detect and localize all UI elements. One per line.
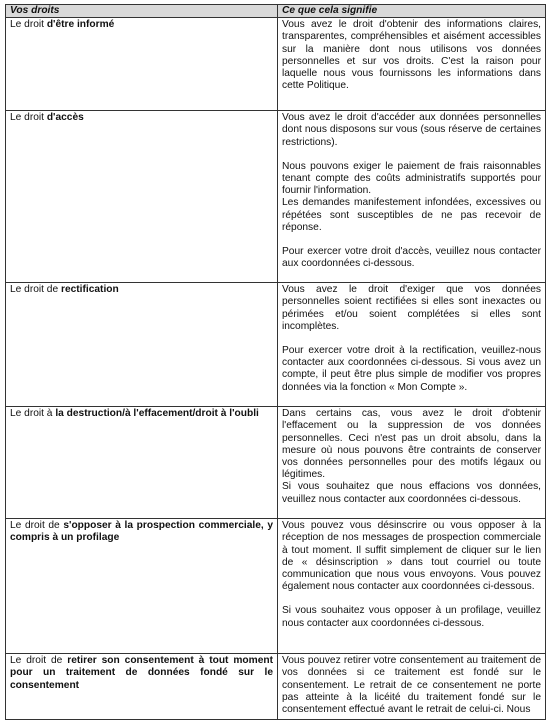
right-name: d'être informé — [46, 19, 115, 31]
right-cell — [6, 18, 278, 111]
meaning-paragraph: Vous avez le droit d'accéder aux données personnelles dont nous disposons sur vous (sous réserve de certaines restrictions). — [282, 112, 541, 148]
meaning-paragraph: Dans certains cas, vous avez le droit d'obtenir l'effacement ou la suppression de vos données personnelles. Ceci n'est pas un droit absolu, dans la mesure où nous pouvons être contraints de conserver vos données personnelles pour des motifs légaux ou légitimes. — [282, 408, 541, 481]
meaning-paragraph: Vous avez le droit d'obtenir des informations claires, transparentes, compréhensibles et aisément accessibles sur la manière dont nous utilisons vos données personnelles et sur vos droits. C'est la raison pour laquelle nous vous fournissons les informations dans cette Politique. — [282, 19, 541, 92]
right-name: la destruction/à l'effacement/droit à l'oubli — [55, 408, 259, 420]
table-row — [6, 519, 546, 654]
meaning-paragraph: Pour exercer votre droit d'accès, veuillez nous contacter aux coordonnées ci-dessous. — [282, 246, 541, 270]
right-cell — [6, 283, 278, 407]
right-name: retirer son consentement à tout moment pour un traitement de données fondé sur le consentement — [10, 655, 273, 691]
right-cell — [6, 519, 278, 654]
table-row — [6, 111, 546, 283]
table-row — [6, 18, 546, 111]
table-row — [6, 407, 546, 519]
rights-table — [5, 4, 546, 720]
right-cell — [6, 111, 278, 283]
right-cell — [6, 407, 278, 519]
right-cell — [6, 654, 278, 720]
meaning-paragraph: Les demandes manifestement infondées, excessives ou répétées sont susceptibles de ne pas recevoir de réponse. — [282, 197, 541, 233]
right-prefix: Le droit — [10, 112, 47, 124]
meaning-paragraph: Nous pouvons exiger le paiement de frais raisonnables tenant compte des coûts administratifs supportés pour fournir l'information. — [282, 160, 541, 197]
meaning-cell — [278, 519, 546, 654]
meaning-paragraph: Si vous souhaitez vous opposer à un profilage, veuillez nous contacter aux coordonnées ci-dessous. — [282, 605, 541, 629]
right-name: d'accès — [46, 112, 84, 124]
right-prefix: Le droit de — [10, 520, 64, 532]
meaning-paragraph: Vous pouvez retirer votre consentement au traitement de vos données si ce traitement est fondé sur le consentement. Le retrait de ce consentement ne porte pas atteinte à la licéité du traitement fondé sur le consentement effectué avant le retrait de celui-ci. Nous — [282, 655, 541, 716]
right-prefix: Le droit à — [10, 408, 56, 420]
right-name: rectification — [60, 284, 119, 296]
right-prefix: Le droit — [10, 19, 47, 31]
meaning-cell — [278, 18, 546, 111]
table-row — [6, 283, 546, 407]
header-meaning: Ce que cela signifie — [278, 5, 546, 18]
meaning-paragraph: Vous avez le droit d'exiger que vos données personnelles soient rectifiées si elles sont inexactes ou périmées et/ou soient complétées si elles sont incomplètes. — [282, 284, 541, 332]
table-header-row — [6, 5, 546, 18]
meaning-cell — [278, 111, 546, 283]
meaning-paragraph: Vous pouvez vous désinscrire ou vous opposer à la réception de nos messages de prospection commerciale à tout moment. Il suffit simplement de cliquer sur le lien de « désinscription » dans tout courriel ou toute communication que nous vous envoyons. Vous pouvez également nous contacter aux coordonnées ci-dessous. — [282, 520, 541, 593]
right-prefix: Le droit de — [10, 284, 61, 296]
meaning-cell — [278, 407, 546, 519]
right-name: s'opposer à la prospection commerciale, y compris à un profilage — [10, 520, 273, 544]
meaning-paragraph: Pour exercer votre droit à la rectification, veuillez-nous contacter aux coordonnées ci-dessous. Si vous avez un compte, il peut être plus simple de modifier vos propres données via la fonction « Mon Compte ». — [282, 345, 541, 393]
meaning-cell — [278, 654, 546, 720]
table-row — [6, 654, 546, 720]
right-prefix: Le droit de — [10, 655, 68, 667]
meaning-cell — [278, 283, 546, 407]
header-rights: Vos droits — [6, 5, 278, 18]
meaning-paragraph: Si vous souhaitez que nous effacions vos données, veuillez nous contacter aux coordonnées ci-dessous. — [282, 481, 541, 505]
